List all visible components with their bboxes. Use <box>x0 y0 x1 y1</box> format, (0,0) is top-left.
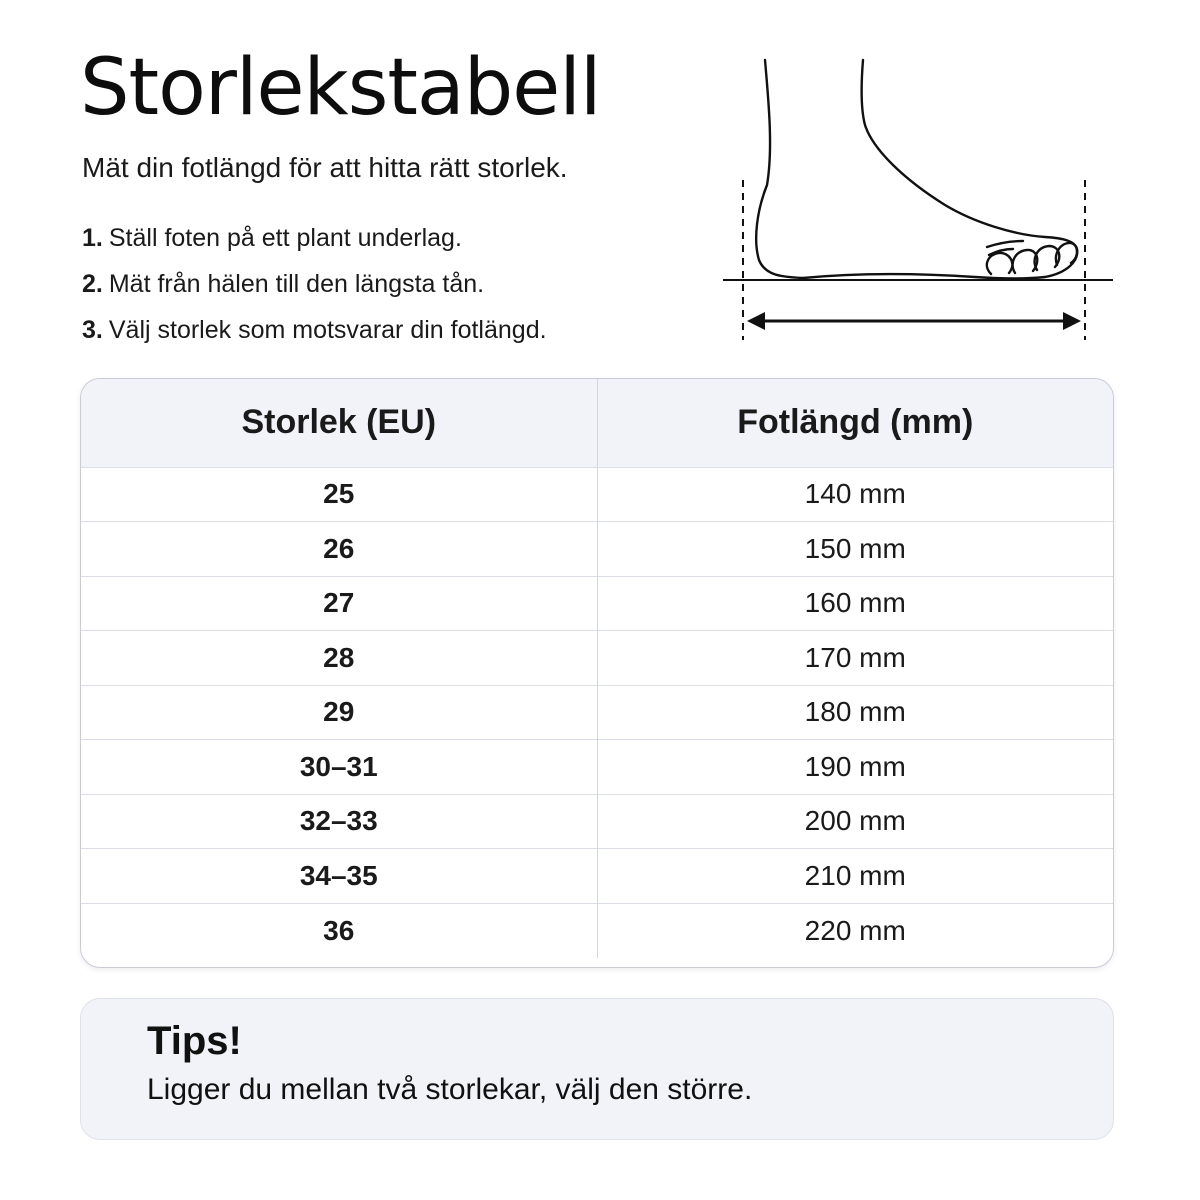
step-number: 3. <box>82 316 103 344</box>
size-cell: 26 <box>81 522 597 577</box>
length-cell: 180 mm <box>597 685 1113 740</box>
column-header-size: Storlek (EU) <box>241 403 437 442</box>
table-row <box>81 522 1113 577</box>
size-table <box>81 379 1113 958</box>
size-cell: 27 <box>81 576 597 631</box>
size-table-card <box>80 378 1114 968</box>
length-cell: 170 mm <box>597 631 1113 686</box>
foot-measurement-icon <box>715 55 1125 350</box>
tips-box <box>80 998 1114 1140</box>
step-text: Välj storlek som motsvarar din fotlängd. <box>108 316 547 344</box>
length-cell: 220 mm <box>597 903 1113 958</box>
size-cell: 36 <box>81 903 597 958</box>
table-row <box>81 685 1113 740</box>
table-row <box>81 794 1113 849</box>
size-cell: 32–33 <box>81 794 597 849</box>
column-header-length: Fotlängd (mm) <box>597 379 1113 467</box>
size-cell: 29 <box>81 685 597 740</box>
instruction-step <box>82 268 547 314</box>
table-header-row <box>81 379 1113 467</box>
step-text: Mät från hälen till den längsta tån. <box>108 270 485 298</box>
step-text: Ställ foten på ett plant underlag. <box>108 224 462 252</box>
page-title: Storlekstabell <box>80 43 601 133</box>
tips-text: Ligger du mellan två storlekar, välj den större. <box>147 1073 753 1106</box>
table-row <box>81 631 1113 686</box>
table-row <box>81 903 1113 958</box>
size-cell: 34–35 <box>81 849 597 904</box>
page-subtitle: Mät din fotlängd för att hitta rätt storlek. <box>82 152 568 183</box>
table-row <box>81 467 1113 522</box>
length-cell: 190 mm <box>597 740 1113 795</box>
length-cell: 140 mm <box>597 467 1113 522</box>
size-cell: 30–31 <box>81 740 597 795</box>
length-cell: 200 mm <box>597 794 1113 849</box>
size-cell: 28 <box>81 631 597 686</box>
table-row <box>81 576 1113 631</box>
length-cell: 160 mm <box>597 576 1113 631</box>
step-number: 1. <box>82 224 103 252</box>
table-row <box>81 740 1113 795</box>
instruction-list <box>82 222 547 360</box>
instruction-step <box>82 314 547 360</box>
size-cell: 25 <box>81 467 597 522</box>
table-row <box>81 849 1113 904</box>
length-cell: 150 mm <box>597 522 1113 577</box>
length-cell: 210 mm <box>597 849 1113 904</box>
step-number: 2. <box>82 270 103 298</box>
instruction-step <box>82 222 547 268</box>
tips-title: Tips! <box>147 1019 242 1063</box>
